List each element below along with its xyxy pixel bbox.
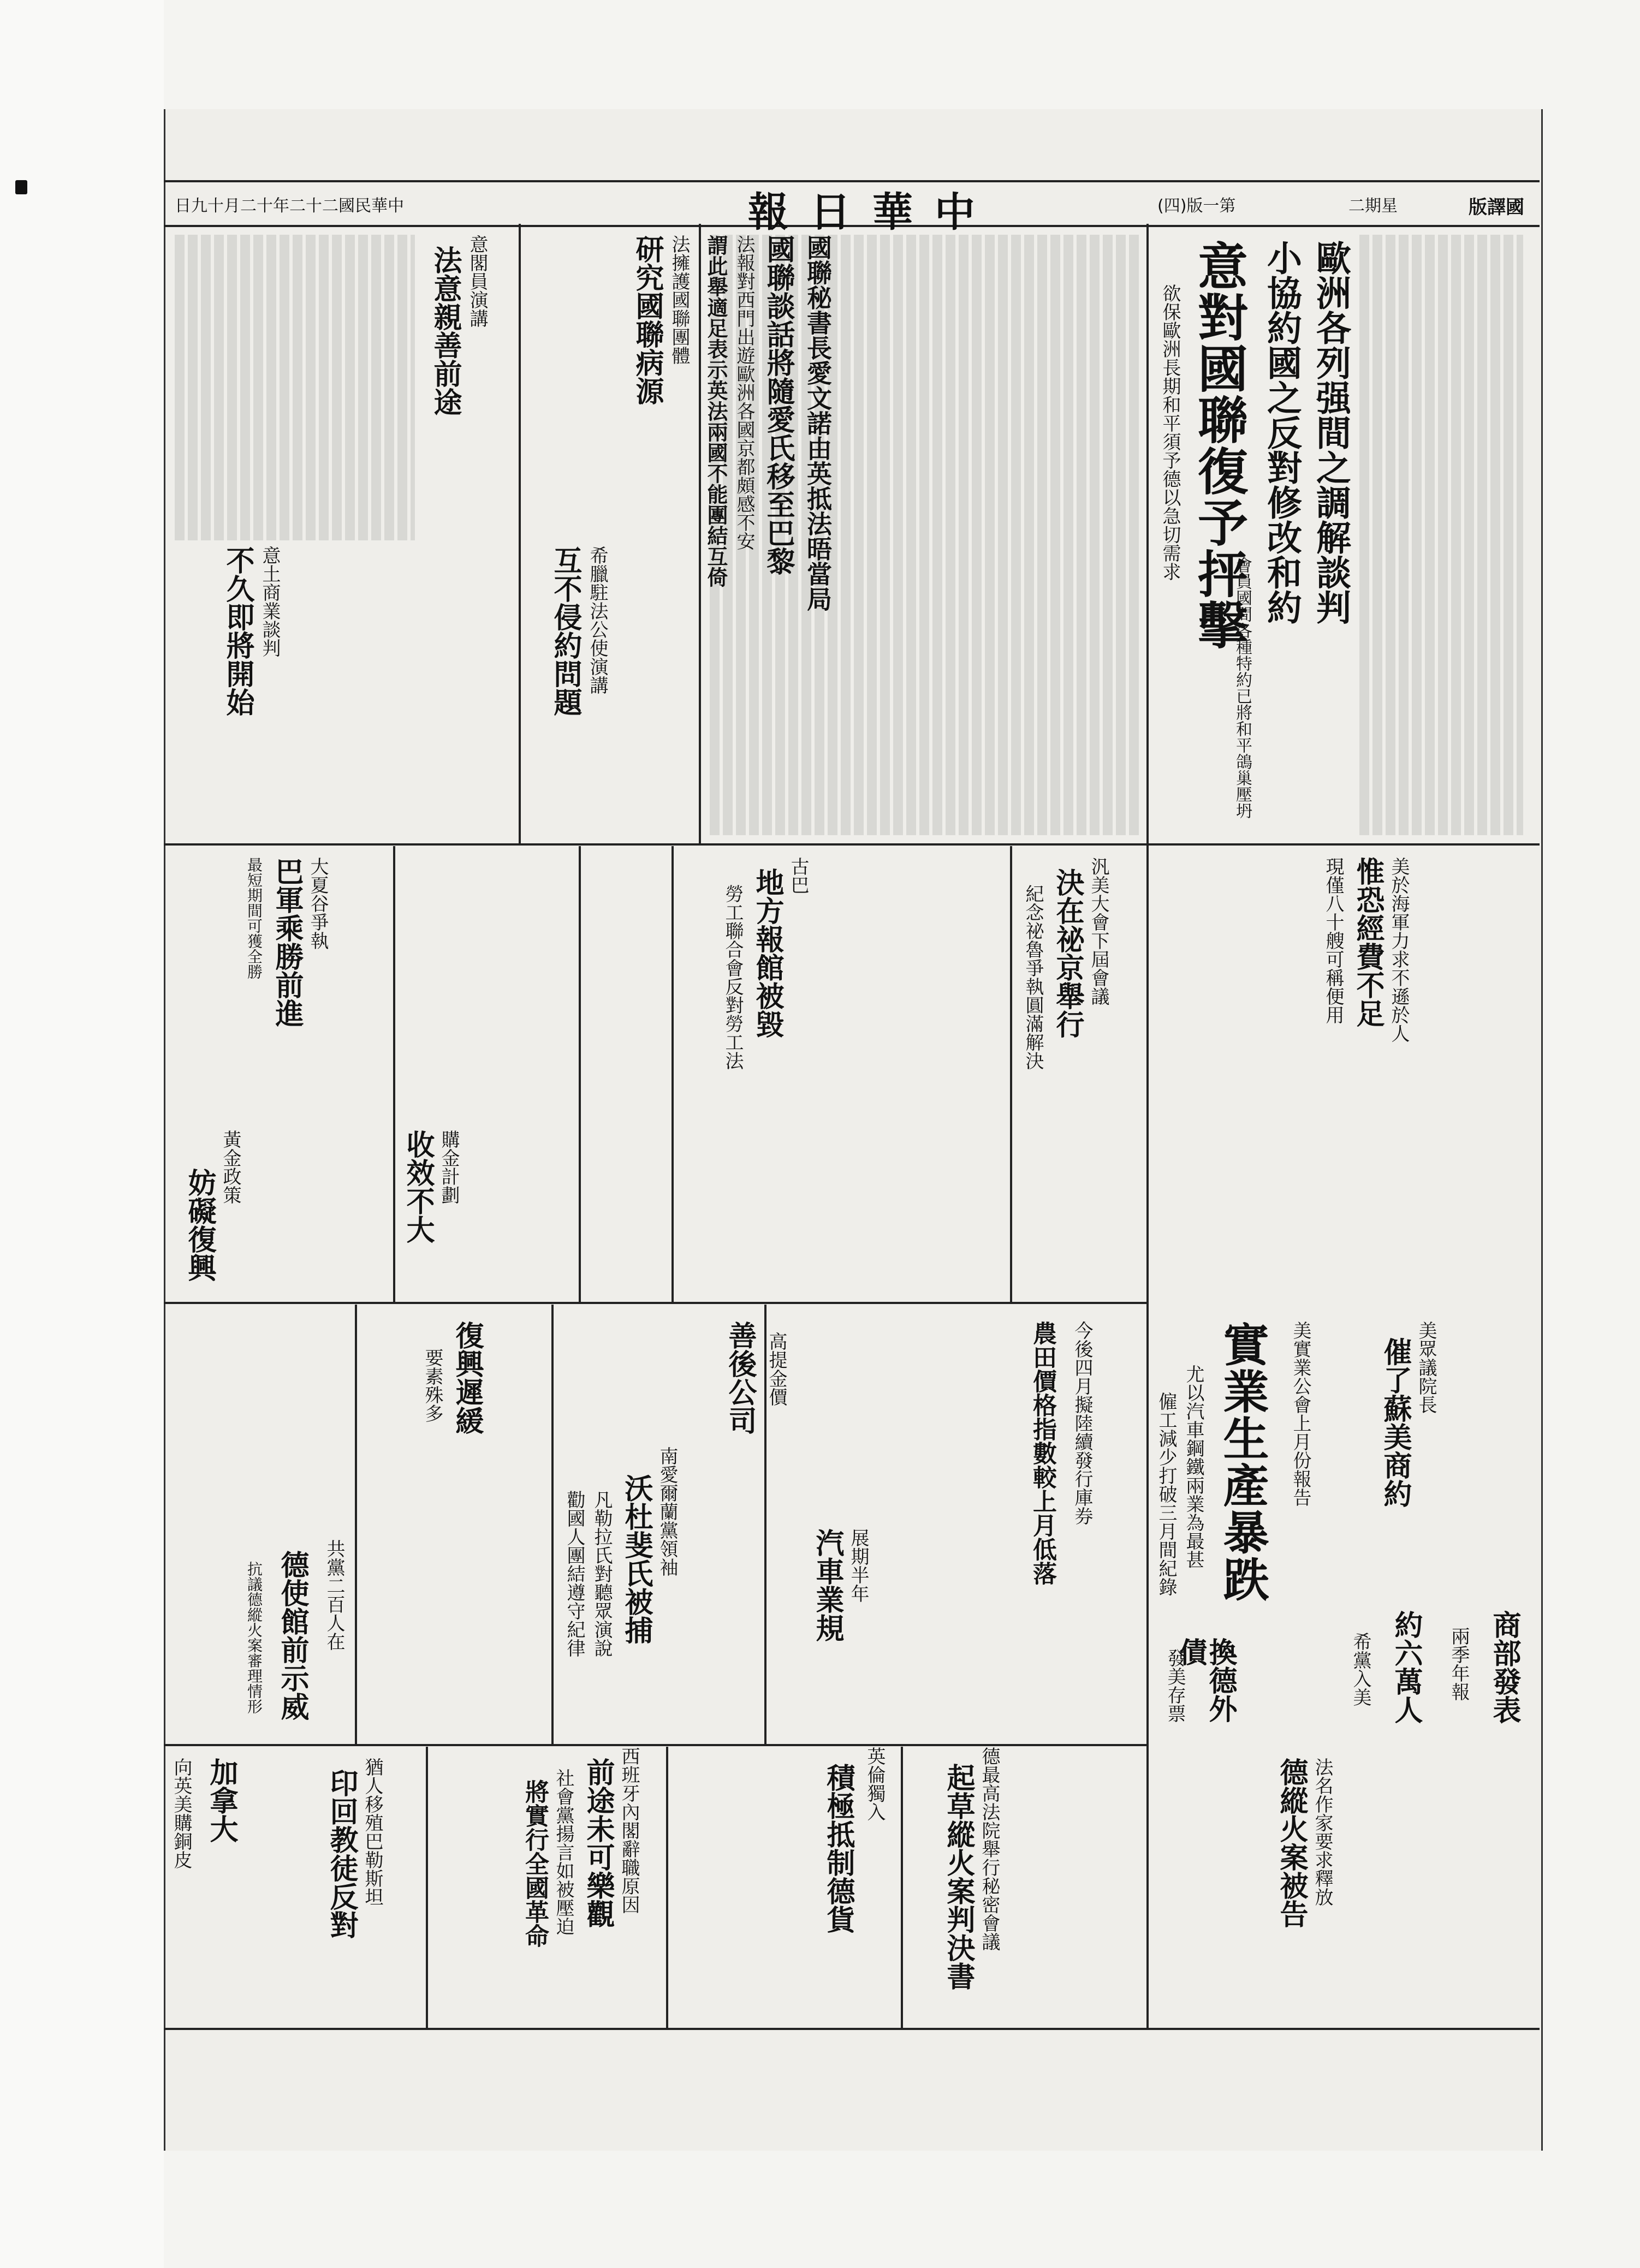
party-subhead: 希黨入美 <box>1350 1632 1371 1706</box>
court-subhead: 德最高法院舉行秘密會議 <box>978 1747 1000 1951</box>
goods-headline: 善後公司 <box>723 1321 756 1434</box>
navy-subhead: 美於海軍力求不遜於人 <box>1388 857 1410 1043</box>
masthead <box>164 180 1540 236</box>
lead-subhead-2: 會員國間各種特約已將和平鴿巢壓坍 <box>1233 557 1252 819</box>
congress-subhead: 汎美大會下屆會議 <box>1088 857 1109 1005</box>
lead-subhead-1: 欲保歐洲長期和平須予德以急切需求 <box>1159 284 1181 581</box>
nonaggression-subhead: 希臘駐法公使演講 <box>586 546 608 694</box>
lead-article-text <box>1359 235 1523 835</box>
industry-headline: 實業生產暴跌 <box>1216 1321 1269 1603</box>
column-divider <box>666 1747 668 2028</box>
industry-subhead: 美實業公會上月份報告 <box>1290 1321 1311 1507</box>
gold-headline: 收效不大 <box>401 1130 434 1243</box>
masthead-title: 報日華中 <box>748 189 997 236</box>
india-headline: 印回教徒反對 <box>325 1769 358 1939</box>
spain-headline: 前途未可樂觀 <box>581 1758 614 1928</box>
row-divider <box>164 1302 1146 1304</box>
lead-headline-3: 意對國聯復予抨擊 <box>1190 240 1248 651</box>
canada-subhead: 向英美購銅皮 <box>170 1758 192 1869</box>
column-divider <box>672 846 674 1302</box>
havana-subhead-2: 勞工聯合會反對勞工法 <box>722 884 744 1070</box>
column-divider <box>901 1747 903 2028</box>
lead-headline-2: 小協約國之反對修改和約 <box>1261 240 1302 624</box>
column-divider <box>1146 224 1149 2028</box>
gold-subhead: 購金計劃 <box>438 1130 460 1204</box>
chaco-subhead: 大夏谷爭執 <box>307 857 329 950</box>
column-divider <box>551 1305 554 1744</box>
un-source-headline: 研究國聯病源 <box>631 235 663 405</box>
nonaggression-headline: 互不侵約問題 <box>549 546 581 716</box>
goodwill-headline: 法意親善前途 <box>429 246 461 416</box>
havana-headline: 地方報館被毀 <box>751 868 783 1038</box>
row-divider <box>164 2028 1540 2030</box>
column-divider <box>699 224 701 843</box>
havana-subhead: 古巴 <box>787 857 809 894</box>
masthead-weekday: 二期星 <box>1348 197 1398 216</box>
arrest-subhead: 南愛爾蘭黨領袖 <box>656 1446 678 1576</box>
scan-mark <box>15 180 27 194</box>
column-divider <box>579 846 581 1302</box>
chaco-subhead-2: 最短期間可獲全勝 <box>245 857 263 979</box>
fire-subhead: 法名作家要求釋放 <box>1311 1758 1333 1906</box>
treaty-headline: 換德外債 <box>1174 1638 1237 1723</box>
canada-headline: 加拿大 <box>205 1758 237 1843</box>
column-divider <box>355 1305 357 1744</box>
column-divider <box>1010 846 1012 1302</box>
court-headline: 起草縱火案判決書 <box>942 1763 975 1990</box>
scan-margin <box>0 0 164 2268</box>
commerce-headline: 商部發表 <box>1488 1610 1520 1724</box>
arrest-subhead-3: 勸國人團結遵守紀律 <box>563 1490 585 1657</box>
golden-headline: 妨礙復興 <box>183 1168 216 1282</box>
uk-subhead: 英倫獨入 <box>864 1747 886 1821</box>
spain-subhead-2: 社會黨揚言如被壓迫 <box>552 1769 574 1936</box>
row-divider <box>164 1744 1146 1746</box>
industry-subhead-3: 僱工減少打破三月間紀錄 <box>1155 1392 1177 1596</box>
masthead-date: 日九十月二十年二十二國民華中 <box>175 197 404 216</box>
treaty-subhead: 發美存票 <box>1164 1648 1186 1723</box>
goodwill-subhead: 意閣員演講 <box>466 235 488 328</box>
masthead-issue: (四)版一第 <box>1157 197 1236 216</box>
arrest-subhead-2: 凡勒拉氏對聽眾演說 <box>591 1490 613 1657</box>
congress-subhead-2: 紀念祕魯爭執圓滿解決 <box>1022 884 1044 1070</box>
masthead-section: 版譯國 <box>1469 197 1524 218</box>
embassy-subhead: 共黨二百人在 <box>323 1539 345 1651</box>
india-subhead: 猶人移殖巴勒斯坦 <box>361 1758 383 1906</box>
spain-subhead: 西班牙內閣辭職原因 <box>618 1747 640 1914</box>
fire-headline: 德縱火案被告 <box>1275 1758 1308 1928</box>
column-divider <box>519 224 521 843</box>
envoy-headline: 催了蘇美商約 <box>1378 1337 1411 1508</box>
arrest-headline: 沃杜斐氏被捕 <box>620 1474 652 1644</box>
trade-subhead: 意土商業談判 <box>259 546 281 657</box>
autos-headline: 汽車業規 <box>811 1528 843 1642</box>
envoy-subhead: 美眾議院長 <box>1415 1321 1437 1414</box>
embassy-subhead-2: 抗議德縱火案審理情形 <box>245 1561 263 1714</box>
row-divider <box>164 843 1540 846</box>
embassy-headline: 德使館前示威 <box>276 1550 308 1721</box>
party-headline: 約六萬人 <box>1389 1610 1422 1724</box>
column-divider <box>393 846 395 1302</box>
navy-subhead-2: 現僅八十艘可稱便用 <box>1322 857 1344 1024</box>
autos-subhead: 展期半年 <box>847 1528 869 1603</box>
trade-headline: 不久即將開始 <box>221 546 254 716</box>
recovery-subhead: 要素殊多 <box>421 1348 443 1422</box>
recovery-headline: 復興遲緩 <box>450 1321 483 1434</box>
paris-headline: 謂此舉適足表示英法兩國不能團結互倚 <box>704 235 728 587</box>
farm-headline: 農田價格指數較上月低落 <box>1029 1321 1056 1585</box>
chaco-headline: 巴軍乘勝前進 <box>270 857 303 1027</box>
un-chief-headline: 國聯秘書長愛文諾由英抵法晤當局 <box>803 235 833 611</box>
golden-subhead: 黃金政策 <box>219 1130 241 1204</box>
goods-subhead: 高提金價 <box>765 1332 787 1406</box>
lead-headline-1: 歐洲各列强間之調解談判 <box>1310 240 1351 624</box>
navy-headline: 惟恐經費不足 <box>1351 857 1384 1027</box>
column-divider <box>426 1747 428 2028</box>
congress-headline: 決在祕京舉行 <box>1051 868 1084 1038</box>
uk-headline: 積極抵制德貨 <box>822 1763 854 1933</box>
commerce-subhead: 兩季年報 <box>1448 1627 1470 1701</box>
paris-subhead: 法報對西門出遊歐洲各國京都頗感不安 <box>733 235 755 550</box>
spain-subhead-3: 將實行全國革命 <box>521 1779 549 1948</box>
goodwill-article-text <box>175 235 415 540</box>
farm-subhead: 今後四月擬陸續發行庫券 <box>1071 1321 1093 1525</box>
industry-subhead-2: 尤以汽車鋼鐵兩業為最甚 <box>1183 1365 1204 1569</box>
un-chief-subhead: 國聯談話將隨愛氏移至巴黎 <box>762 235 794 575</box>
un-source-subhead: 法擁護國聯團體 <box>668 235 690 365</box>
